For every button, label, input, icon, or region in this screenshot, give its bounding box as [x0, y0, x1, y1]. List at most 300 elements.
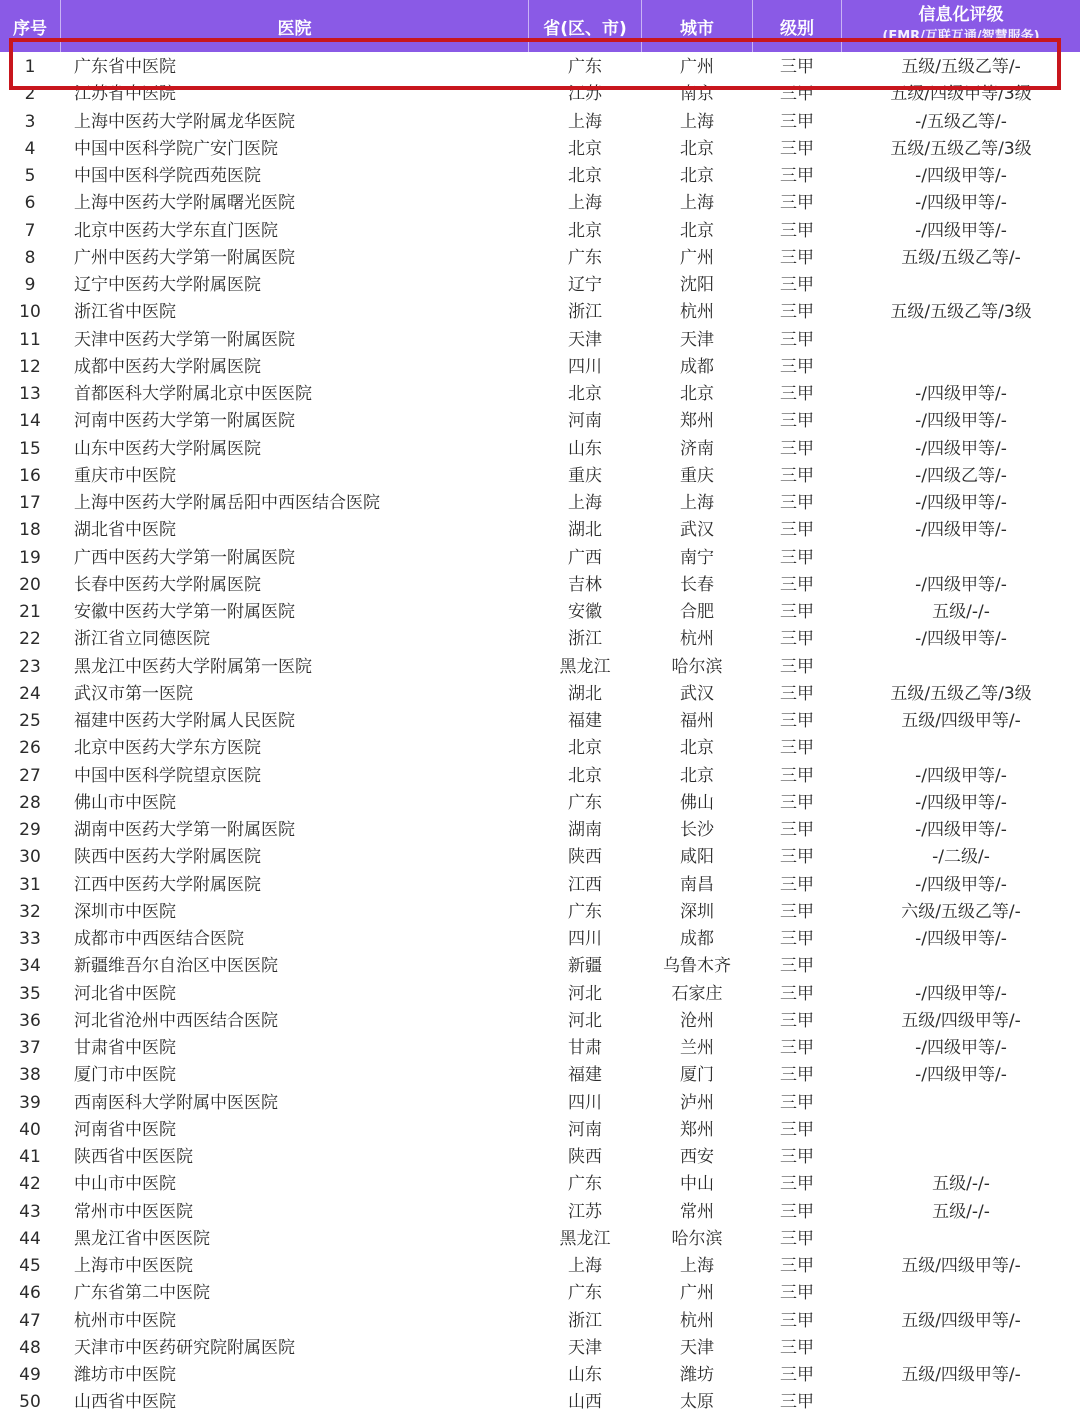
highlight-box [9, 38, 1061, 90]
row-level: 三甲 [780, 929, 814, 949]
row-city: 成都 [680, 356, 714, 377]
row-province: 山东 [568, 1365, 602, 1385]
table-row [0, 299, 1080, 326]
row-hospital-name: 河北省中医院 [74, 983, 176, 1004]
row-hospital-name: 江西中医药大学附属医院 [74, 874, 261, 895]
table-row [0, 817, 1080, 844]
row-city: 天津 [680, 329, 714, 350]
row-info-rating: -/四级甲等/- [915, 520, 1007, 541]
row-seq: 28 [19, 792, 41, 813]
row-city: 广州 [680, 57, 714, 77]
row-level: 三甲 [780, 275, 814, 295]
row-hospital-name: 武汉市第一医院 [74, 683, 193, 704]
row-level: 三甲 [780, 384, 814, 404]
row-seq: 14 [19, 411, 41, 432]
row-level: 三甲 [780, 1174, 814, 1195]
row-info-rating [842, 735, 1080, 762]
table-row [0, 327, 1080, 354]
row-province: 福建 [568, 711, 602, 731]
row-hospital-name: 上海中医药大学附属龙华医院 [74, 111, 295, 132]
row-city: 北京 [680, 220, 714, 241]
row-hospital-name: 潍坊市中医院 [74, 1365, 176, 1385]
row-city: 咸阳 [680, 847, 714, 868]
row-info-rating: 五级/-/- [932, 1174, 990, 1195]
row-hospital-name: 杭州市中医院 [74, 1310, 176, 1331]
row-city: 中山 [680, 1174, 714, 1195]
header-info-subtitle: (EMR/互联互通/智慧服务) [882, 29, 1040, 44]
row-info-rating: -/四级甲等/- [915, 574, 1007, 595]
row-city: 深圳 [680, 901, 714, 922]
row-hospital-name: 成都市中西医结合医院 [74, 929, 244, 949]
row-seq: 5 [24, 166, 36, 186]
table-row [0, 708, 1080, 735]
row-province: 北京 [568, 166, 602, 186]
row-hospital-name: 天津市中医药研究院附属医院 [74, 1337, 295, 1358]
row-province: 广东 [568, 57, 602, 77]
row-info-rating: -/五级乙等/- [915, 111, 1007, 132]
table-row [0, 1008, 1080, 1035]
row-province: 湖南 [568, 820, 602, 840]
row-seq: 12 [19, 356, 41, 377]
table-row [0, 1117, 1080, 1144]
row-info-rating [842, 654, 1080, 681]
table-row [0, 899, 1080, 926]
row-info-rating [842, 1335, 1080, 1362]
row-level: 三甲 [780, 520, 814, 541]
row-city: 合肥 [680, 602, 714, 622]
row-city: 兰州 [680, 1038, 714, 1058]
row-seq: 45 [19, 1256, 41, 1276]
row-hospital-name: 江苏省中医院 [74, 84, 176, 105]
row-hospital-name: 福建中医药大学附属人民医院 [74, 711, 295, 731]
row-province: 北京 [568, 738, 602, 759]
row-city: 北京 [680, 765, 714, 786]
row-level: 三甲 [780, 1119, 814, 1140]
row-seq: 32 [19, 901, 41, 922]
row-level: 三甲 [780, 874, 814, 895]
table-row [0, 1035, 1080, 1062]
row-level: 三甲 [780, 302, 814, 323]
row-level: 三甲 [780, 983, 814, 1004]
row-seq: 11 [19, 329, 41, 350]
row-hospital-name: 上海中医药大学附属岳阳中西医结合医院 [74, 493, 380, 513]
row-seq: 24 [19, 683, 41, 704]
row-hospital-name: 山西省中医院 [74, 1392, 176, 1413]
row-info-rating [842, 1280, 1080, 1307]
row-seq: 19 [19, 547, 41, 568]
row-info-rating: -/四级乙等/- [915, 465, 1007, 486]
row-hospital-name: 中国中医科学院广安门医院 [74, 138, 278, 159]
row-province: 甘肃 [568, 1038, 602, 1058]
row-seq: 26 [19, 738, 41, 759]
row-seq: 3 [24, 111, 36, 132]
table-row [0, 109, 1080, 136]
table-row [0, 844, 1080, 871]
row-info-rating [842, 354, 1080, 381]
table-row [0, 926, 1080, 953]
table-row [0, 1308, 1080, 1335]
row-info-rating: -/四级甲等/- [915, 384, 1007, 404]
row-province: 江苏 [568, 84, 602, 105]
row-seq: 22 [19, 629, 41, 650]
row-seq: 4 [24, 138, 36, 159]
row-level: 三甲 [780, 247, 814, 268]
table-row [0, 245, 1080, 272]
row-level: 三甲 [780, 738, 814, 759]
row-seq: 38 [19, 1065, 41, 1086]
row-city: 武汉 [680, 683, 714, 704]
row-level: 三甲 [780, 1038, 814, 1058]
row-level: 三甲 [780, 438, 814, 459]
row-province: 广西 [568, 547, 602, 568]
row-hospital-name: 甘肃省中医院 [74, 1038, 176, 1058]
row-province: 浙江 [568, 1310, 602, 1331]
row-info-rating: -/四级甲等/- [915, 983, 1007, 1004]
row-hospital-name: 上海中医药大学附属曙光医院 [74, 193, 295, 214]
table-row [0, 136, 1080, 163]
row-info-rating [842, 1090, 1080, 1117]
row-city: 北京 [680, 738, 714, 759]
row-hospital-name: 成都中医药大学附属医院 [74, 356, 261, 377]
row-province: 新疆 [568, 956, 602, 977]
row-seq: 35 [19, 983, 41, 1004]
row-province: 浙江 [568, 629, 602, 650]
row-seq: 34 [19, 956, 41, 977]
row-city: 石家庄 [671, 983, 723, 1004]
row-seq: 13 [19, 384, 41, 404]
table-row [0, 545, 1080, 572]
row-province: 吉林 [568, 574, 602, 595]
row-level: 三甲 [780, 1256, 814, 1276]
row-seq: 33 [19, 929, 41, 949]
row-city: 郑州 [680, 1119, 714, 1140]
row-info-rating: 五级/四级甲等/- [901, 1256, 1021, 1276]
row-province: 山东 [568, 438, 602, 459]
table-row [0, 735, 1080, 762]
row-hospital-name: 河南中医药大学第一附属医院 [74, 411, 295, 432]
row-info-rating [842, 327, 1080, 354]
row-city: 沈阳 [680, 275, 714, 295]
row-province: 上海 [568, 1256, 602, 1276]
table-row [0, 163, 1080, 190]
row-info-rating [842, 272, 1080, 299]
row-info-rating: 五级/四级甲等/- [901, 1010, 1021, 1031]
row-city: 太原 [680, 1392, 714, 1413]
row-city: 福州 [680, 711, 714, 731]
row-city: 南宁 [680, 547, 714, 568]
row-hospital-name: 浙江省立同德医院 [74, 629, 210, 650]
row-level: 三甲 [780, 683, 814, 704]
row-city: 南昌 [680, 874, 714, 895]
header-info-title: 信息化评级 [918, 5, 1004, 25]
row-seq: 39 [19, 1092, 41, 1113]
row-hospital-name: 北京中医药大学东直门医院 [74, 220, 278, 241]
row-seq: 18 [19, 520, 41, 541]
table-row [0, 1335, 1080, 1362]
row-province: 山西 [568, 1392, 602, 1413]
row-seq: 29 [19, 820, 41, 840]
row-level: 三甲 [780, 1147, 814, 1167]
row-hospital-name: 广东省中医院 [74, 57, 176, 77]
row-seq: 10 [19, 302, 41, 323]
row-seq: 9 [24, 275, 36, 295]
table-row [0, 1362, 1080, 1389]
row-level: 三甲 [780, 356, 814, 377]
row-level: 三甲 [780, 547, 814, 568]
header-city: 城市 [680, 18, 714, 39]
row-level: 三甲 [780, 329, 814, 350]
row-info-rating: -/四级甲等/- [915, 438, 1007, 459]
row-province: 上海 [568, 111, 602, 132]
row-hospital-name: 广东省第二中医院 [74, 1283, 210, 1304]
row-level: 三甲 [780, 820, 814, 840]
row-seq: 44 [19, 1228, 41, 1249]
row-province: 北京 [568, 384, 602, 404]
row-level: 三甲 [780, 602, 814, 622]
row-level: 三甲 [780, 656, 814, 677]
row-province: 广东 [568, 901, 602, 922]
row-seq: 42 [19, 1174, 41, 1195]
row-seq: 40 [19, 1119, 41, 1140]
row-seq: 17 [19, 493, 41, 513]
row-city: 西安 [680, 1147, 714, 1167]
row-level: 三甲 [780, 193, 814, 214]
row-info-rating: -/四级甲等/- [915, 411, 1007, 432]
row-seq: 43 [19, 1201, 41, 1222]
row-hospital-name: 辽宁中医药大学附属医院 [74, 275, 261, 295]
row-seq: 31 [19, 874, 41, 895]
row-seq: 7 [24, 220, 36, 241]
row-hospital-name: 安徽中医药大学第一附属医院 [74, 602, 295, 622]
row-city: 杭州 [680, 302, 714, 323]
row-seq: 21 [19, 602, 41, 622]
row-city: 厦门 [680, 1065, 714, 1086]
row-province: 安徽 [568, 602, 602, 622]
row-hospital-name: 长春中医药大学附属医院 [74, 574, 261, 595]
row-info-rating: -/二级/- [932, 847, 990, 868]
row-province: 北京 [568, 765, 602, 786]
row-hospital-name: 上海市中医医院 [74, 1256, 193, 1276]
row-info-rating: 五级/五级乙等/3级 [890, 683, 1032, 704]
row-province: 广东 [568, 247, 602, 268]
row-level: 三甲 [780, 1337, 814, 1358]
row-info-rating: -/四级甲等/- [915, 765, 1007, 786]
row-info-rating [842, 545, 1080, 572]
row-info-rating: 五级/四级甲等/- [901, 1365, 1021, 1385]
row-city: 广州 [680, 1283, 714, 1304]
row-city: 上海 [680, 111, 714, 132]
row-hospital-name: 中山市中医院 [74, 1174, 176, 1195]
row-hospital-name: 湖北省中医院 [74, 520, 176, 541]
row-level: 三甲 [780, 574, 814, 595]
row-province: 上海 [568, 493, 602, 513]
row-hospital-name: 天津中医药大学第一附属医院 [74, 329, 295, 350]
row-city: 杭州 [680, 1310, 714, 1331]
row-info-rating: 五级/五级乙等/3级 [890, 302, 1032, 323]
table-row [0, 1090, 1080, 1117]
row-info-rating: -/四级甲等/- [915, 792, 1007, 813]
row-seq: 48 [19, 1337, 41, 1358]
row-province: 天津 [568, 1337, 602, 1358]
table-row [0, 354, 1080, 381]
row-city: 重庆 [680, 465, 714, 486]
row-level: 三甲 [780, 1228, 814, 1249]
row-info-rating: 五级/四级甲等/- [901, 1310, 1021, 1331]
table-row [0, 572, 1080, 599]
row-hospital-name: 浙江省中医院 [74, 302, 176, 323]
row-hospital-name: 西南医科大学附属中医医院 [74, 1092, 278, 1113]
row-city: 沧州 [680, 1010, 714, 1031]
table-row [0, 681, 1080, 708]
header-province: 省(区、市) [543, 18, 627, 39]
row-seq: 16 [19, 465, 41, 486]
row-province: 重庆 [568, 465, 602, 486]
table-row [0, 1226, 1080, 1253]
row-info-rating [842, 1389, 1080, 1416]
row-province: 黑龙江 [559, 656, 611, 677]
table-row [0, 490, 1080, 517]
row-hospital-name: 中国中医科学院西苑医院 [74, 166, 261, 186]
row-hospital-name: 广西中医药大学第一附属医院 [74, 547, 295, 568]
row-hospital-name: 广州中医药大学第一附属医院 [74, 247, 295, 268]
row-seq: 37 [19, 1038, 41, 1058]
row-hospital-name: 重庆市中医院 [74, 465, 176, 486]
row-level: 三甲 [780, 1065, 814, 1086]
row-city: 佛山 [680, 792, 714, 813]
row-seq: 6 [24, 193, 36, 214]
row-level: 三甲 [780, 765, 814, 786]
table-row [0, 436, 1080, 463]
row-info-rating: 五级/五级乙等/3级 [890, 138, 1032, 159]
table-row [0, 517, 1080, 544]
row-city: 常州 [680, 1201, 714, 1222]
row-seq: 50 [19, 1392, 41, 1413]
row-hospital-name: 河北省沧州中西医结合医院 [74, 1010, 278, 1031]
row-province: 四川 [568, 356, 602, 377]
row-province: 湖北 [568, 683, 602, 704]
row-city: 泸州 [680, 1092, 714, 1113]
row-level: 三甲 [780, 1092, 814, 1113]
row-city: 潍坊 [680, 1365, 714, 1385]
row-province: 天津 [568, 329, 602, 350]
row-hospital-name: 首都医科大学附属北京中医医院 [74, 384, 312, 404]
row-city: 长沙 [680, 820, 714, 840]
row-seq: 20 [19, 574, 41, 595]
table-row [0, 272, 1080, 299]
table-row [0, 1144, 1080, 1171]
row-province: 河北 [568, 983, 602, 1004]
row-info-rating [842, 1117, 1080, 1144]
row-city: 哈尔滨 [671, 1228, 723, 1249]
row-info-rating: 五级/五级乙等/- [901, 57, 1021, 77]
row-seq: 41 [19, 1147, 41, 1167]
table-row [0, 654, 1080, 681]
row-hospital-name: 北京中医药大学东方医院 [74, 738, 261, 759]
row-level: 三甲 [780, 901, 814, 922]
row-level: 三甲 [780, 138, 814, 159]
row-info-rating: -/四级甲等/- [915, 1038, 1007, 1058]
row-province: 广东 [568, 792, 602, 813]
row-hospital-name: 山东中医药大学附属医院 [74, 438, 261, 459]
row-level: 三甲 [780, 711, 814, 731]
row-info-rating: 五级/五级乙等/- [901, 247, 1021, 268]
row-level: 三甲 [780, 465, 814, 486]
row-info-rating: 五级/-/- [932, 602, 990, 622]
row-seq: 1 [24, 57, 36, 77]
row-city: 广州 [680, 247, 714, 268]
row-seq: 27 [19, 765, 41, 786]
row-info-rating [842, 953, 1080, 980]
row-hospital-name: 深圳市中医院 [74, 901, 176, 922]
row-level: 三甲 [780, 792, 814, 813]
table-row [0, 626, 1080, 653]
row-seq: 47 [19, 1310, 41, 1331]
row-city: 上海 [680, 1256, 714, 1276]
row-province: 上海 [568, 193, 602, 214]
row-info-rating [842, 1144, 1080, 1171]
row-level: 三甲 [780, 493, 814, 513]
row-province: 陕西 [568, 847, 602, 868]
row-hospital-name: 中国中医科学院望京医院 [74, 765, 261, 786]
row-city: 南京 [680, 84, 714, 105]
row-level: 三甲 [780, 111, 814, 132]
row-level: 三甲 [780, 1283, 814, 1304]
table-row [0, 190, 1080, 217]
table-row [0, 1062, 1080, 1089]
row-province: 河南 [568, 1119, 602, 1140]
row-info-rating: 六级/五级乙等/- [901, 901, 1021, 922]
row-level: 三甲 [780, 84, 814, 105]
table-row [0, 763, 1080, 790]
table-row [0, 1171, 1080, 1198]
row-info-rating: -/四级甲等/- [915, 166, 1007, 186]
row-city: 上海 [680, 193, 714, 214]
row-info-rating: -/四级甲等/- [915, 493, 1007, 513]
row-info-rating: 五级/四级甲等/- [901, 711, 1021, 731]
row-city: 杭州 [680, 629, 714, 650]
row-hospital-name: 陕西省中医医院 [74, 1147, 193, 1167]
row-hospital-name: 常州市中医医院 [74, 1201, 193, 1222]
row-level: 三甲 [780, 1392, 814, 1413]
row-level: 三甲 [780, 956, 814, 977]
row-city: 哈尔滨 [671, 656, 723, 677]
table-row [0, 790, 1080, 817]
hospital-table-body [0, 54, 1080, 1417]
row-province: 广东 [568, 1174, 602, 1195]
row-province: 福建 [568, 1065, 602, 1086]
row-hospital-name: 河南省中医院 [74, 1119, 176, 1140]
row-level: 三甲 [780, 1365, 814, 1385]
row-city: 天津 [680, 1337, 714, 1358]
row-level: 三甲 [780, 57, 814, 77]
row-level: 三甲 [780, 166, 814, 186]
table-row [0, 872, 1080, 899]
row-info-rating: -/四级甲等/- [915, 1065, 1007, 1086]
row-province: 辽宁 [568, 275, 602, 295]
row-seq: 25 [19, 711, 41, 731]
row-seq: 36 [19, 1010, 41, 1031]
row-city: 北京 [680, 166, 714, 186]
row-info-rating: 五级/四级甲等/3级 [890, 84, 1032, 105]
row-province: 四川 [568, 929, 602, 949]
row-hospital-name: 陕西中医药大学附属医院 [74, 847, 261, 868]
row-city: 长春 [680, 574, 714, 595]
row-province: 陕西 [568, 1147, 602, 1167]
row-city: 郑州 [680, 411, 714, 432]
row-province: 河南 [568, 411, 602, 432]
row-hospital-name: 黑龙江中医药大学附属第一医院 [74, 656, 312, 677]
row-level: 三甲 [780, 629, 814, 650]
